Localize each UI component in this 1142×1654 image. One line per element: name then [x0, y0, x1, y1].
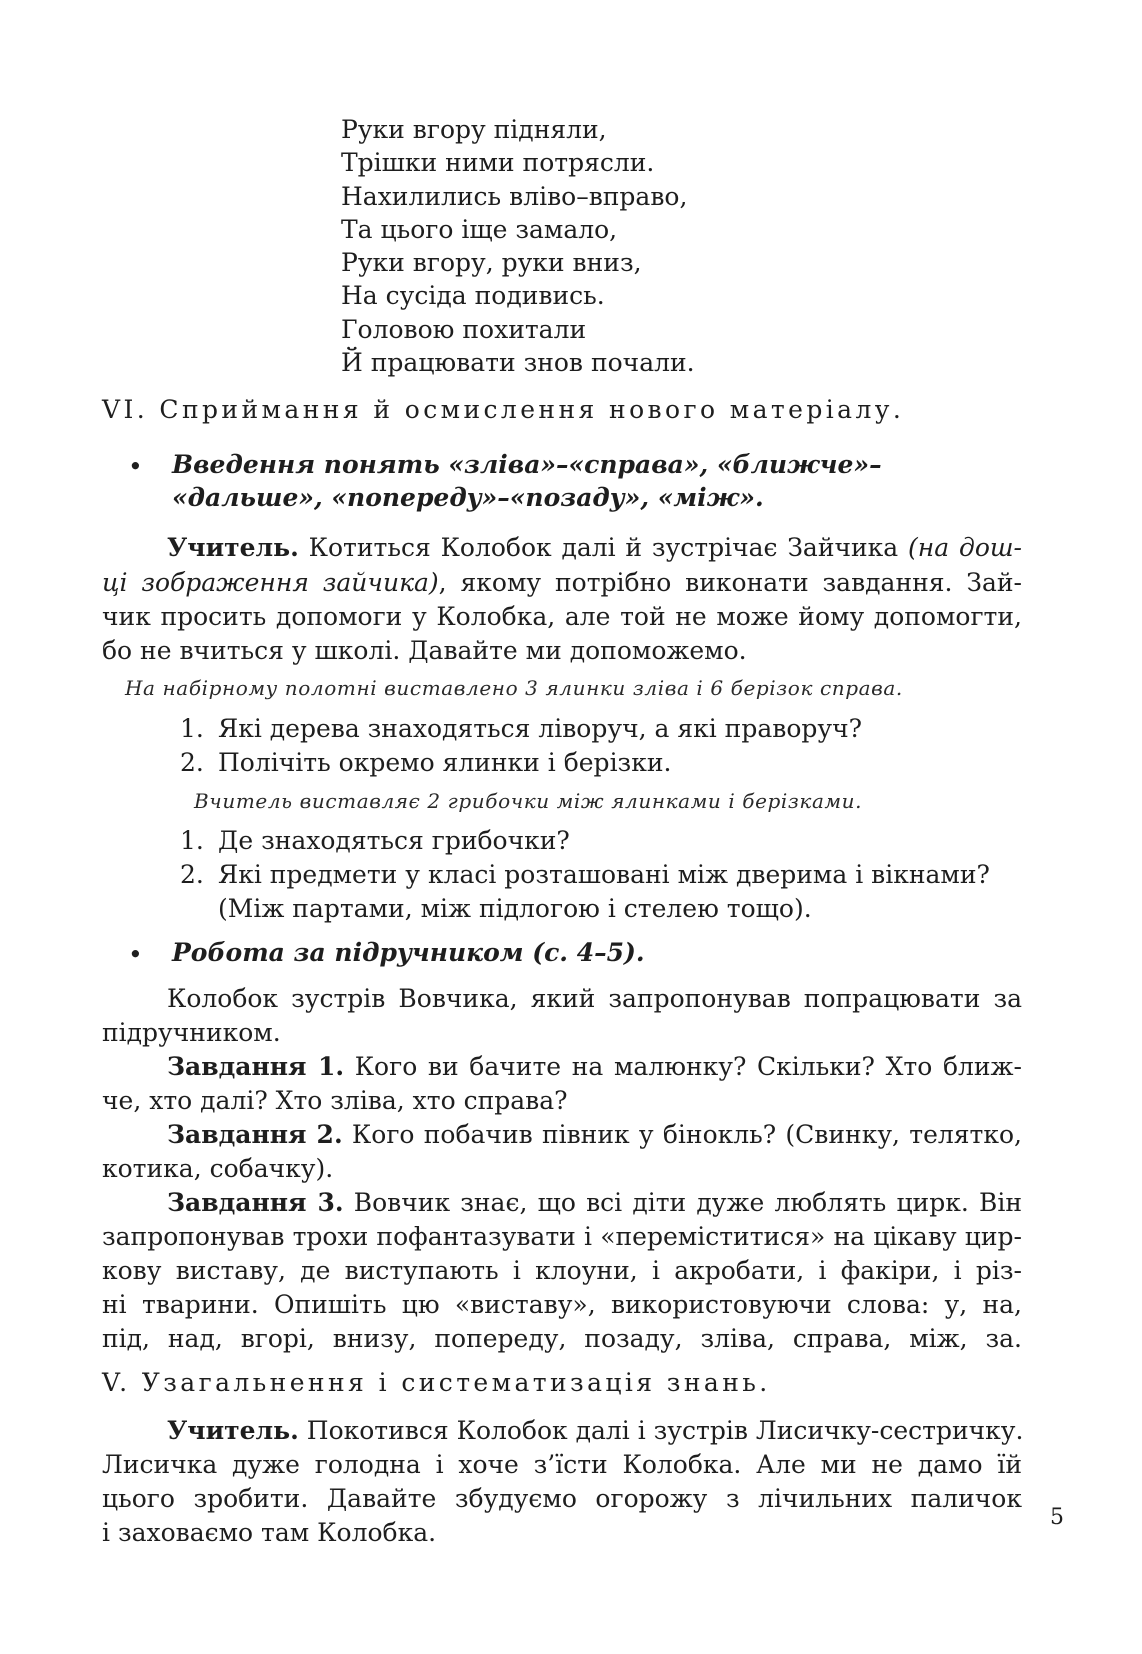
task-line: Завдання 3. Вовчик знає, що всі діти дуже люблять цирк. Він [167, 1188, 1022, 1217]
speaker-label: Учитель. [167, 1416, 299, 1445]
task-line: котика, собачку). [102, 1154, 334, 1183]
poem-line: Головою похитали [341, 314, 587, 344]
teacher-paragraph-line: Лисичка дуже голодна і хоче з’їсти Колобка. Але ми не дамо їй [102, 1450, 1022, 1479]
task-line: ні тварини. Опишіть цю «виставу», використовуючи слова: у, на, [102, 1290, 1022, 1319]
bullet-icon: • [128, 940, 143, 969]
task-label: Завдання 3. [167, 1188, 344, 1217]
section-heading-5: V. Узагальнення і систематизація знань. [102, 1368, 771, 1397]
list-item: 1. Де знаходяться грибочки? [180, 826, 570, 855]
poem [341, 113, 695, 379]
task-line: Завдання 1. Кого ви бачите на малюнку? Скільки? Хто ближ- [167, 1052, 1022, 1081]
task-line: Завдання 2. Кого побачив півник у бінокль? (Свинку, телятко, [167, 1120, 1022, 1149]
teacher-paragraph-line: Учитель. Покотився Колобок далі і зустрів Лисичку-сестричку. [167, 1416, 1024, 1445]
teacher-paragraph-line: цього зробити. Давайте збудуємо огорожу з лічильних паличок [102, 1484, 1022, 1513]
poem-line: Руки вгору, руки вниз, [341, 248, 642, 278]
speaker-label: Учитель. [167, 533, 299, 562]
teacher-paragraph-line: ці зображення зайчика), якому потрібно виконати завдання. Зай- [102, 568, 1022, 597]
bullet-heading-concepts: Введення понять «зліва»–«справа», «ближче»– «дальше», «попереду»–«позаду», «між». [172, 450, 882, 512]
poem-line: Руки вгору підняли, [341, 115, 607, 144]
poem-line: Й працювати знов почали. [341, 348, 695, 378]
paragraph-line: Колобок зустрів Вовчика, який запропонував попрацювати за [167, 984, 1022, 1013]
bullet-icon: • [128, 452, 143, 481]
poem-line: Та цього іще замало, [341, 214, 618, 244]
poem-line: Трішки ними потрясли. [341, 148, 655, 178]
list-item-continuation: (Між партами, між підлогою і стелею тощо). [218, 894, 812, 923]
teacher-paragraph-line: чик просить допомоги у Колобка, але той не може йому допомогти, [102, 602, 1022, 631]
task-label: Завдання 1. [167, 1052, 345, 1081]
list-item: 2. Які предмети у класі розташовані між дверима і вікнами? [180, 860, 990, 889]
poem-line: На сусіда подивись. [341, 281, 605, 311]
task-line: під, над, вгорі, внизу, попереду, позаду, зліва, справа, між, за. [102, 1324, 1022, 1353]
teacher-paragraph-line: бо не вчиться у школі. Давайте ми допоможемо. [102, 636, 747, 665]
task-line: запропонував трохи пофантазувати і «переміститися» на цікаву цир- [102, 1222, 1022, 1251]
poem-line: Нахилились вліво–вправо, [341, 181, 688, 211]
list-item: 2. Полічіть окремо ялинки і берізки. [180, 748, 672, 777]
section-heading-6: VI. Сприймання й осмислення нового матеріалу. [102, 395, 905, 424]
stage-direction: Вчитель виставляє 2 грибочки між ялинками і берізками. [194, 789, 863, 813]
task-line: че, хто далі? Хто зліва, хто справа? [102, 1086, 568, 1115]
page-number: 5 [1050, 1505, 1064, 1530]
task-line: кову виставу, де виступають і клоуни, і акробати, і факіри, і різ- [102, 1256, 1022, 1285]
list-item: 1. Які дерева знаходяться ліворуч, а які праворуч? [180, 714, 863, 743]
teacher-paragraph-line: Учитель. Котиться Колобок далі й зустрічає Зайчика (на дош- [167, 533, 1022, 562]
task-label: Завдання 2. [167, 1120, 343, 1149]
bullet-heading-textbook: Робота за підручником (с. 4–5). [172, 938, 645, 967]
stage-direction: На набірному полотні виставлено 3 ялинки зліва і 6 берізок справа. [125, 676, 903, 700]
teacher-paragraph-line: і заховаємо там Колобка. [102, 1518, 437, 1547]
paragraph-line: підручником. [102, 1018, 281, 1047]
